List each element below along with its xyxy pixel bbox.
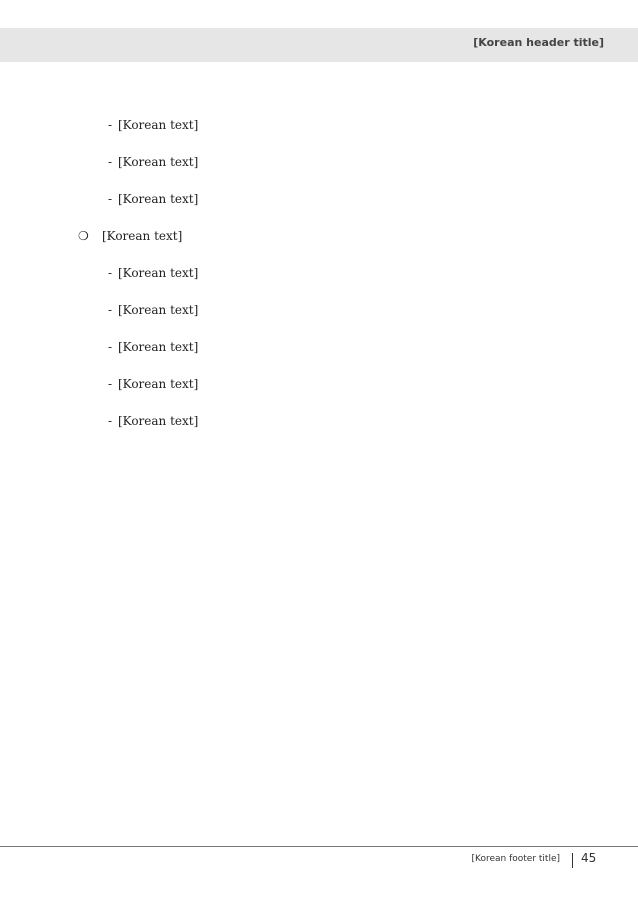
list-item	[78, 297, 564, 324]
dash-marker: -	[108, 377, 113, 391]
dash-marker: -	[108, 155, 113, 169]
section-heading-text: [Korean text]	[102, 229, 183, 243]
paragraph-text: [Korean text]	[118, 303, 199, 317]
footer-separator	[572, 853, 573, 868]
paragraph-text: [Korean text]	[118, 266, 199, 280]
paragraph-text: [Korean text]	[118, 377, 199, 391]
paragraph-text: [Korean text]	[118, 340, 199, 354]
paragraph-text: [Korean text]	[118, 155, 199, 169]
dash-marker: -	[108, 192, 113, 206]
paragraph-text: [Korean text]	[118, 414, 199, 428]
paragraph-text: [Korean text]	[118, 118, 199, 132]
list-item	[78, 260, 564, 287]
list-item	[78, 149, 564, 176]
header-band	[0, 0, 638, 64]
dash-marker: -	[108, 118, 113, 132]
dash-marker: -	[108, 266, 113, 280]
paragraph-text: [Korean text]	[118, 192, 199, 206]
page-number: 45	[581, 851, 597, 865]
footer-title: [Korean footer title]	[471, 854, 560, 864]
header-title: [Korean header title]	[473, 36, 604, 49]
footer-rule	[0, 846, 638, 847]
circle-bullet-icon: ❍	[78, 229, 89, 243]
list-item	[78, 112, 564, 139]
list-item	[78, 371, 564, 398]
dash-marker: -	[108, 303, 113, 317]
dash-marker: -	[108, 340, 113, 354]
list-item	[78, 408, 564, 435]
dash-marker: -	[108, 414, 113, 428]
list-item	[78, 334, 564, 361]
document-body	[78, 112, 564, 445]
list-item	[78, 186, 564, 213]
section-heading	[78, 223, 564, 250]
